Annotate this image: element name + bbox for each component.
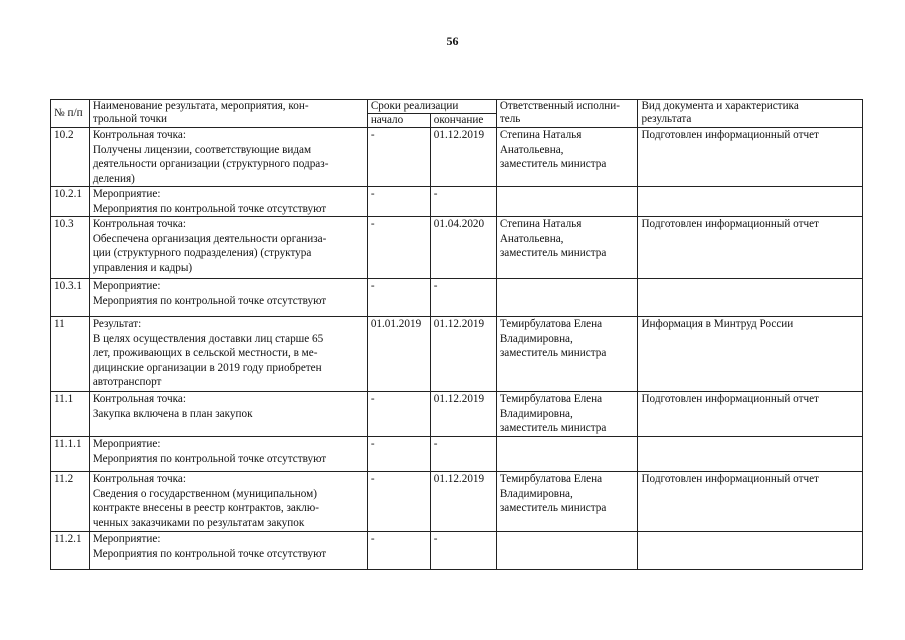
- row-name-line: Контрольная точка:: [92, 473, 186, 485]
- row-responsible-line: заместитель министра: [499, 247, 607, 259]
- row-start-date: -: [367, 128, 430, 187]
- row-name-line: Контрольная точка:: [92, 129, 186, 141]
- row-name-line: Мероприятие:: [92, 533, 161, 545]
- row-responsible-line: Темирбулатова Елена: [499, 318, 603, 330]
- row-name-line: Мероприятие:: [92, 280, 161, 292]
- plan-table-body: [51, 128, 863, 570]
- row-name-line: Мероприятия по контрольной точке отсутствуют: [92, 202, 327, 215]
- row-name-line: В целях осуществления доставки лиц старше 65: [92, 332, 324, 345]
- row-number: 11.1: [51, 392, 90, 437]
- row-name-line: Контрольная точка:: [92, 218, 186, 230]
- row-number: 10.2.1: [51, 187, 90, 217]
- row-name-line: деятельности организации (структурного подраз-: [92, 158, 329, 170]
- row-end-date: 01.12.2019: [430, 128, 496, 187]
- row-start-date: -: [367, 532, 430, 570]
- row-responsible-line: заместитель министра: [499, 422, 607, 434]
- row-responsible-line: Владимировна,: [499, 332, 573, 345]
- header-document: [638, 100, 863, 128]
- row-name: [89, 279, 367, 317]
- row-end-date: -: [430, 187, 496, 217]
- row-responsible: [496, 317, 638, 392]
- row-end-date: 01.12.2019: [430, 392, 496, 437]
- row-start-date: -: [367, 437, 430, 472]
- row-document: [638, 187, 863, 217]
- row-name: [89, 128, 367, 187]
- row-end-date: 01.04.2020: [430, 217, 496, 279]
- row-responsible-line: Темирбулатова Елена: [499, 473, 603, 485]
- row-name-line: ченных заказчиками по результатам закупок: [92, 516, 305, 529]
- row-responsible: [496, 532, 638, 570]
- row-start-date: -: [367, 472, 430, 532]
- row-name-line: управления и кадры): [92, 261, 193, 274]
- table-row: [51, 217, 863, 279]
- table-row: [51, 437, 863, 472]
- header-row: [51, 100, 863, 114]
- row-responsible: [496, 437, 638, 472]
- row-responsible-line: Владимировна,: [499, 487, 573, 500]
- row-number: 11.2: [51, 472, 90, 532]
- plan-table: [50, 99, 863, 570]
- table-row: [51, 128, 863, 187]
- row-responsible-line: Темирбулатова Елена: [499, 393, 603, 405]
- table-row: [51, 472, 863, 532]
- row-name-line: Мероприятие:: [92, 188, 161, 200]
- row-end-date: -: [430, 532, 496, 570]
- row-name-line: ции (структурного подразделения) (структура: [92, 247, 312, 259]
- row-name-line: дицинские организации в 2019 году приобретен: [92, 361, 322, 374]
- header-end: окончание: [430, 114, 496, 128]
- row-name-line: автотранспорт: [92, 376, 162, 388]
- row-number: 10.3: [51, 217, 90, 279]
- row-end-date: 01.12.2019: [430, 472, 496, 532]
- row-number: 11.1.1: [51, 437, 90, 472]
- row-responsible-line: заместитель министра: [499, 158, 607, 170]
- header-document-line: Вид документа и характеристика: [641, 100, 799, 112]
- row-end-date: -: [430, 437, 496, 472]
- header-responsible-line: Ответственный исполни-: [499, 100, 620, 112]
- row-name-line: контракте внесены в реестр контрактов, заклю-: [92, 502, 319, 514]
- table-row: [51, 317, 863, 392]
- row-start-date: -: [367, 187, 430, 217]
- row-name-line: Мероприятия по контрольной точке отсутствуют: [92, 452, 327, 465]
- row-start-date: -: [367, 279, 430, 317]
- page-number: 56: [446, 34, 459, 48]
- header-terms: Сроки реализации: [367, 100, 496, 114]
- table-row: [51, 532, 863, 570]
- header-name: [89, 100, 367, 128]
- row-document: [638, 437, 863, 472]
- row-document: Подготовлен информационный отчет: [638, 472, 863, 532]
- row-responsible: [496, 472, 638, 532]
- header-name-line: трольной точки: [92, 113, 168, 125]
- row-number: 10.2: [51, 128, 90, 187]
- row-responsible: [496, 279, 638, 317]
- row-responsible: [496, 217, 638, 279]
- row-responsible-line: Анатольевна,: [499, 143, 564, 156]
- row-end-date: -: [430, 279, 496, 317]
- table-row: [51, 392, 863, 437]
- row-document: Подготовлен информационный отчет: [638, 392, 863, 437]
- row-name: [89, 437, 367, 472]
- row-responsible-line: Анатольевна,: [499, 232, 564, 245]
- row-name-line: Закупка включена в план закупок: [92, 407, 253, 420]
- row-name-line: Результат:: [92, 318, 142, 330]
- row-start-date: 01.01.2019: [367, 317, 430, 392]
- row-responsible: [496, 128, 638, 187]
- row-name-line: Получены лицензии, соответствующие видам: [92, 143, 312, 156]
- header-responsible-line: тель: [499, 113, 521, 125]
- header-responsible: [496, 100, 638, 128]
- row-name: [89, 472, 367, 532]
- row-responsible: [496, 392, 638, 437]
- row-name-line: лет, проживающих в сельской местности, в ме-: [92, 347, 318, 359]
- row-end-date: 01.12.2019: [430, 317, 496, 392]
- row-responsible-line: заместитель министра: [499, 347, 607, 359]
- row-responsible-line: Степина Наталья: [499, 129, 582, 141]
- row-responsible-line: Владимировна,: [499, 407, 573, 420]
- row-name: [89, 217, 367, 279]
- row-responsible-line: заместитель министра: [499, 502, 607, 514]
- row-name-line: Сведения о государственном (муниципальном): [92, 487, 317, 500]
- header-number: № п/п: [51, 100, 90, 128]
- row-start-date: -: [367, 392, 430, 437]
- row-name: [89, 532, 367, 570]
- row-document: [638, 279, 863, 317]
- table-row: [51, 187, 863, 217]
- row-name-line: Контрольная точка:: [92, 393, 186, 405]
- row-number: 11.2.1: [51, 532, 90, 570]
- row-number: 11: [51, 317, 90, 392]
- row-name: [89, 317, 367, 392]
- row-name-line: Мероприятия по контрольной точке отсутствуют: [92, 294, 327, 307]
- row-start-date: -: [367, 217, 430, 279]
- row-document: Подготовлен информационный отчет: [638, 217, 863, 279]
- row-name-line: Обеспечена организация деятельности организа-: [92, 232, 327, 245]
- row-responsible: [496, 187, 638, 217]
- row-document: [638, 532, 863, 570]
- row-name-line: деления): [92, 172, 135, 185]
- header-start: начало: [367, 114, 430, 128]
- table-row: [51, 279, 863, 317]
- row-document: Подготовлен информационный отчет: [638, 128, 863, 187]
- row-number: 10.3.1: [51, 279, 90, 317]
- header-document-line: результата: [641, 113, 692, 125]
- row-name-line: Мероприятия по контрольной точке отсутствуют: [92, 547, 327, 560]
- row-responsible-line: Степина Наталья: [499, 218, 582, 230]
- row-document: Информация в Минтруд России: [638, 317, 863, 392]
- row-name-line: Мероприятие:: [92, 438, 161, 450]
- row-name: [89, 392, 367, 437]
- header-name-line: Наименование результата, мероприятия, кон-: [92, 100, 309, 112]
- row-name: [89, 187, 367, 217]
